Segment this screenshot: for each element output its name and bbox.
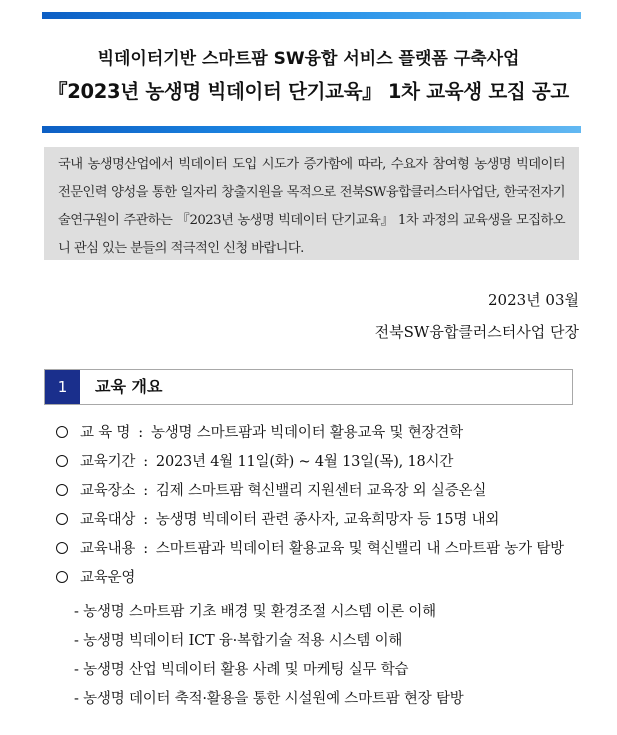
list-item [56, 479, 596, 508]
title-underline-bar [42, 126, 581, 133]
item-separator: : [143, 454, 148, 470]
circle-bullet-icon [56, 484, 68, 496]
item-label: 교육대상 [80, 512, 136, 528]
project-subtitle: 빅데이터기반 스마트팜 SW융합 서비스 플랫폼 구축사업 [97, 49, 520, 69]
overview-list [56, 421, 596, 595]
item-value: 2023년 4월 11일(화) ~ 4월 13일(목), 18시간 [155, 454, 454, 470]
list-item [56, 537, 596, 566]
item-label: 교육내용 [80, 541, 136, 557]
operation-sublist [74, 600, 594, 716]
issuer-signature: 전북SW융합클러스터사업 단장 [374, 323, 579, 341]
circle-bullet-icon [56, 542, 68, 554]
sub-list-item: - 농생명 데이터 축적·활용을 통한 시설원예 스마트팜 현장 탐방 [74, 691, 464, 707]
circle-bullet-icon [56, 571, 68, 583]
item-separator: : [143, 541, 148, 557]
sub-list-item: - 농생명 빅데이터 ICT 융·복합기술 적용 시스템 이해 [74, 633, 403, 649]
list-item [56, 421, 596, 450]
circle-bullet-icon [56, 455, 68, 467]
item-value: 농생명 빅데이터 관련 종사자, 교육희망자 등 15명 내외 [155, 512, 500, 528]
item-label: 교육장소 [80, 483, 136, 499]
sub-list-item: - 농생명 산업 빅데이터 활용 사례 및 마케팅 실무 학습 [74, 662, 409, 678]
list-item [56, 450, 596, 479]
item-label: 교 육 명 [80, 425, 131, 441]
intro-text: 국내 농생명산업에서 빅데이터 도입 시도가 증가함에 따라, 수요자 참여형 농생명 빅데이터 전문인력 양성을 통한 일자리 창출지원을 목적으로 전북SW융합클러스터사업단, 한국전자기술연구원이 주관하는 『2023년 농생명 빅데이터 단기교육』 1차 과정의 교육생을 모집하오니 관심 있는 분들의 적극적인 신청 바랍니다. [58, 157, 565, 256]
item-separator: : [138, 425, 143, 441]
announcement-date: 2023년 03월 [487, 291, 579, 309]
section-title: 교육 개요 [95, 377, 163, 396]
section-header [44, 369, 573, 405]
intro-box [44, 147, 579, 260]
list-item [56, 566, 596, 595]
item-separator: : [143, 483, 148, 499]
circle-bullet-icon [56, 426, 68, 438]
item-label: 교육운영 [80, 570, 136, 586]
item-label: 교육기간 [80, 454, 136, 470]
item-value: 김제 스마트팜 혁신밸리 지원센터 교육장 외 실증온실 [155, 483, 487, 499]
page-title: 『2023년 농생명 빅데이터 단기교육』 1차 교육생 모집 공고 [48, 80, 569, 103]
top-decorative-bar [42, 12, 581, 19]
sub-list-item: - 농생명 스마트팜 기초 배경 및 환경조절 시스템 이론 이해 [74, 604, 436, 620]
circle-bullet-icon [56, 513, 68, 525]
item-separator: : [143, 512, 148, 528]
item-value: 농생명 스마트팜과 빅데이터 활용교육 및 현장견학 [150, 425, 463, 441]
section-number-badge: 1 [45, 370, 80, 404]
item-value: 스마트팜과 빅데이터 활용교육 및 혁신밸리 내 스마트팜 농가 탐방 [155, 541, 564, 557]
list-item [56, 508, 596, 537]
